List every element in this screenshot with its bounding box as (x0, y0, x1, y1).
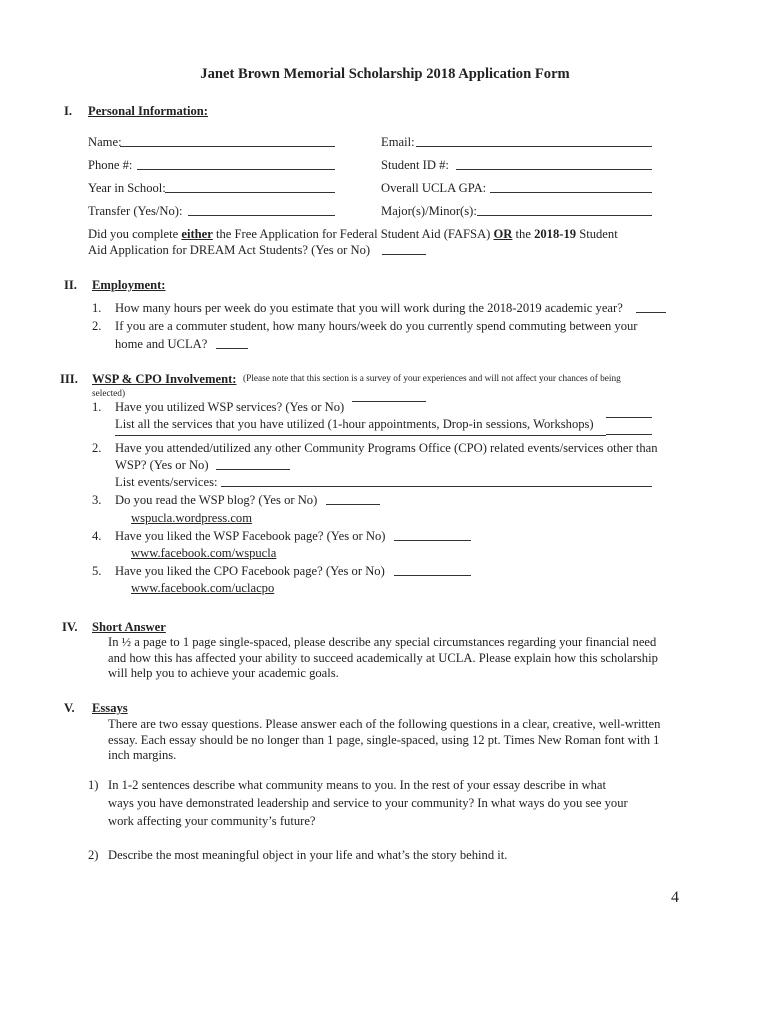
employment-item-2-line2: home and UCLA? (115, 337, 208, 351)
section-4-heading: Short Answer (92, 620, 166, 634)
wsp-item-5: Have you liked the CPO Facebook page? (Yes or No) (115, 564, 385, 578)
cpo-attended-field[interactable] (216, 458, 290, 470)
section-3-heading: WSP & CPO Involvement: (92, 372, 237, 386)
wsp-services-list-field[interactable] (606, 423, 652, 435)
major-field[interactable] (477, 204, 652, 216)
short-answer-line2: and how this has affected your ability to succeed academically at UCLA. Please explain how this scholarship (108, 651, 658, 665)
cpo-facebook-link[interactable]: www.facebook.com/uclacpo (131, 581, 275, 595)
fafsa-either: either (181, 227, 213, 241)
wsp-blog-link[interactable]: wspucla.wordpress.com (131, 511, 253, 525)
phone-field[interactable] (137, 158, 335, 170)
year-label: Year in School: (88, 181, 166, 195)
section-5-heading: Essays (92, 701, 128, 715)
wsp-item-2-line1: Have you attended/utilized any other Community Programs Office (CPO) related events/services other than (115, 441, 658, 455)
fafsa-text-d: Student (576, 227, 618, 241)
wsp-item-3-number: 3. (92, 493, 102, 507)
email-field[interactable] (416, 135, 652, 147)
section-3-note-line1: (Please note that this section is a survey of your experiences and will not affect your chances of being (243, 374, 621, 384)
wsp-item-3: Do you read the WSP blog? (Yes or No) (115, 493, 318, 507)
section-5-number: V. (64, 701, 75, 715)
fafsa-or: OR (493, 227, 513, 241)
short-answer-line3: will help you to achieve your academic goals. (108, 666, 339, 680)
name-field[interactable] (120, 135, 335, 147)
wsp-services-list-underline (115, 424, 606, 436)
page-title: Janet Brown Memorial Scholarship 2018 Application Form (200, 66, 570, 82)
essay-question-2-number: 2) (88, 848, 99, 862)
wsp-item-2-line2: WSP? (Yes or No) (115, 458, 209, 472)
essays-intro-line3: inch margins. (108, 748, 177, 762)
fafsa-text-b: the Free Application for Federal Student Aid (FAFSA) (212, 227, 494, 241)
wsp-services-list-label: List all the services that you have utilized (1-hour appointments, Drop-in sessions, Workshops) (115, 417, 594, 431)
employment-item-2-line1: If you are a commuter student, how many hours/week do you currently spend commuting between your (115, 319, 638, 333)
events-services-label: List events/services: (115, 475, 218, 489)
gpa-label: Overall UCLA GPA: (381, 181, 487, 195)
wsp-item-2-number: 2. (92, 441, 102, 455)
fafsa-year: 2018-19 (534, 227, 577, 241)
essay-question-1-number: 1) (88, 778, 99, 792)
section-3-number: III. (60, 372, 78, 386)
commute-hours-field[interactable] (216, 337, 248, 349)
short-answer-line1: In ½ a page to 1 page single-spaced, please describe any special circumstances regarding your financial need (108, 635, 657, 649)
fafsa-text-a: Did you complete (88, 227, 182, 241)
wsp-facebook-field[interactable] (394, 529, 471, 541)
wsp-item-1: Have you utilized WSP services? (Yes or No) (115, 400, 345, 414)
events-services-field[interactable] (221, 475, 652, 487)
essay-question-1-line1: In 1-2 sentences describe what community means to you. In the rest of your essay describe in what (108, 778, 607, 792)
fafsa-answer-field[interactable] (382, 243, 426, 255)
transfer-field[interactable] (188, 204, 335, 216)
employment-item-2-number: 2. (92, 319, 102, 333)
wsp-item-5-number: 5. (92, 564, 102, 578)
wsp-item-4-number: 4. (92, 529, 102, 543)
transfer-label: Transfer (Yes/No): (88, 204, 183, 218)
name-label: Name: (88, 135, 122, 149)
wsp-item-4: Have you liked the WSP Facebook page? (Yes or No) (115, 529, 386, 543)
section-2-number: II. (64, 278, 77, 292)
essay-question-1-line2: ways you have demonstrated leadership and service to your community? In what ways do you see your (108, 796, 628, 810)
wsp-item-1-blank[interactable] (606, 406, 652, 418)
major-label: Major(s)/Minor(s): (381, 204, 477, 218)
section-1-heading: Personal Information: (88, 104, 208, 118)
essay-question-1-line3: work affecting your community’s future? (108, 814, 316, 828)
section-1-number: I. (64, 104, 73, 118)
section-2-heading: Employment: (92, 278, 166, 292)
year-field[interactable] (165, 181, 335, 193)
page-number: 4 (671, 889, 679, 906)
work-hours-field[interactable] (636, 301, 666, 313)
fafsa-question-line1 (88, 227, 618, 242)
essays-intro-line2: essay. Each essay should be no longer than 1 page, single-spaced, using 12 pt. Times New Roman font with 1 (108, 733, 660, 747)
fafsa-text-c: the (512, 227, 535, 241)
section-3-note-line2: selected) (92, 389, 126, 399)
wsp-item-1-number: 1. (92, 400, 102, 414)
student-id-label: Student ID #: (381, 158, 449, 172)
email-label: Email: (381, 135, 415, 149)
wsp-facebook-link[interactable]: www.facebook.com/wspucla (131, 546, 277, 560)
student-id-field[interactable] (456, 158, 652, 170)
employment-item-1-number: 1. (92, 301, 102, 315)
gpa-field[interactable] (490, 181, 652, 193)
section-4-number: IV. (62, 620, 78, 634)
wsp-blog-field[interactable] (326, 493, 380, 505)
fafsa-question-line2: Aid Application for DREAM Act Students? (Yes or No) (88, 243, 371, 257)
essay-question-2: Describe the most meaningful object in your life and what’s the story behind it. (108, 848, 508, 862)
phone-label: Phone #: (88, 158, 133, 172)
essays-intro-line1: There are two essay questions. Please answer each of the following questions in a clear, creative, well-written (108, 717, 661, 731)
wsp-services-field[interactable] (352, 390, 426, 402)
cpo-facebook-field[interactable] (394, 564, 471, 576)
employment-item-1: How many hours per week do you estimate that you will work during the 2018-2019 academic year? (115, 301, 623, 315)
